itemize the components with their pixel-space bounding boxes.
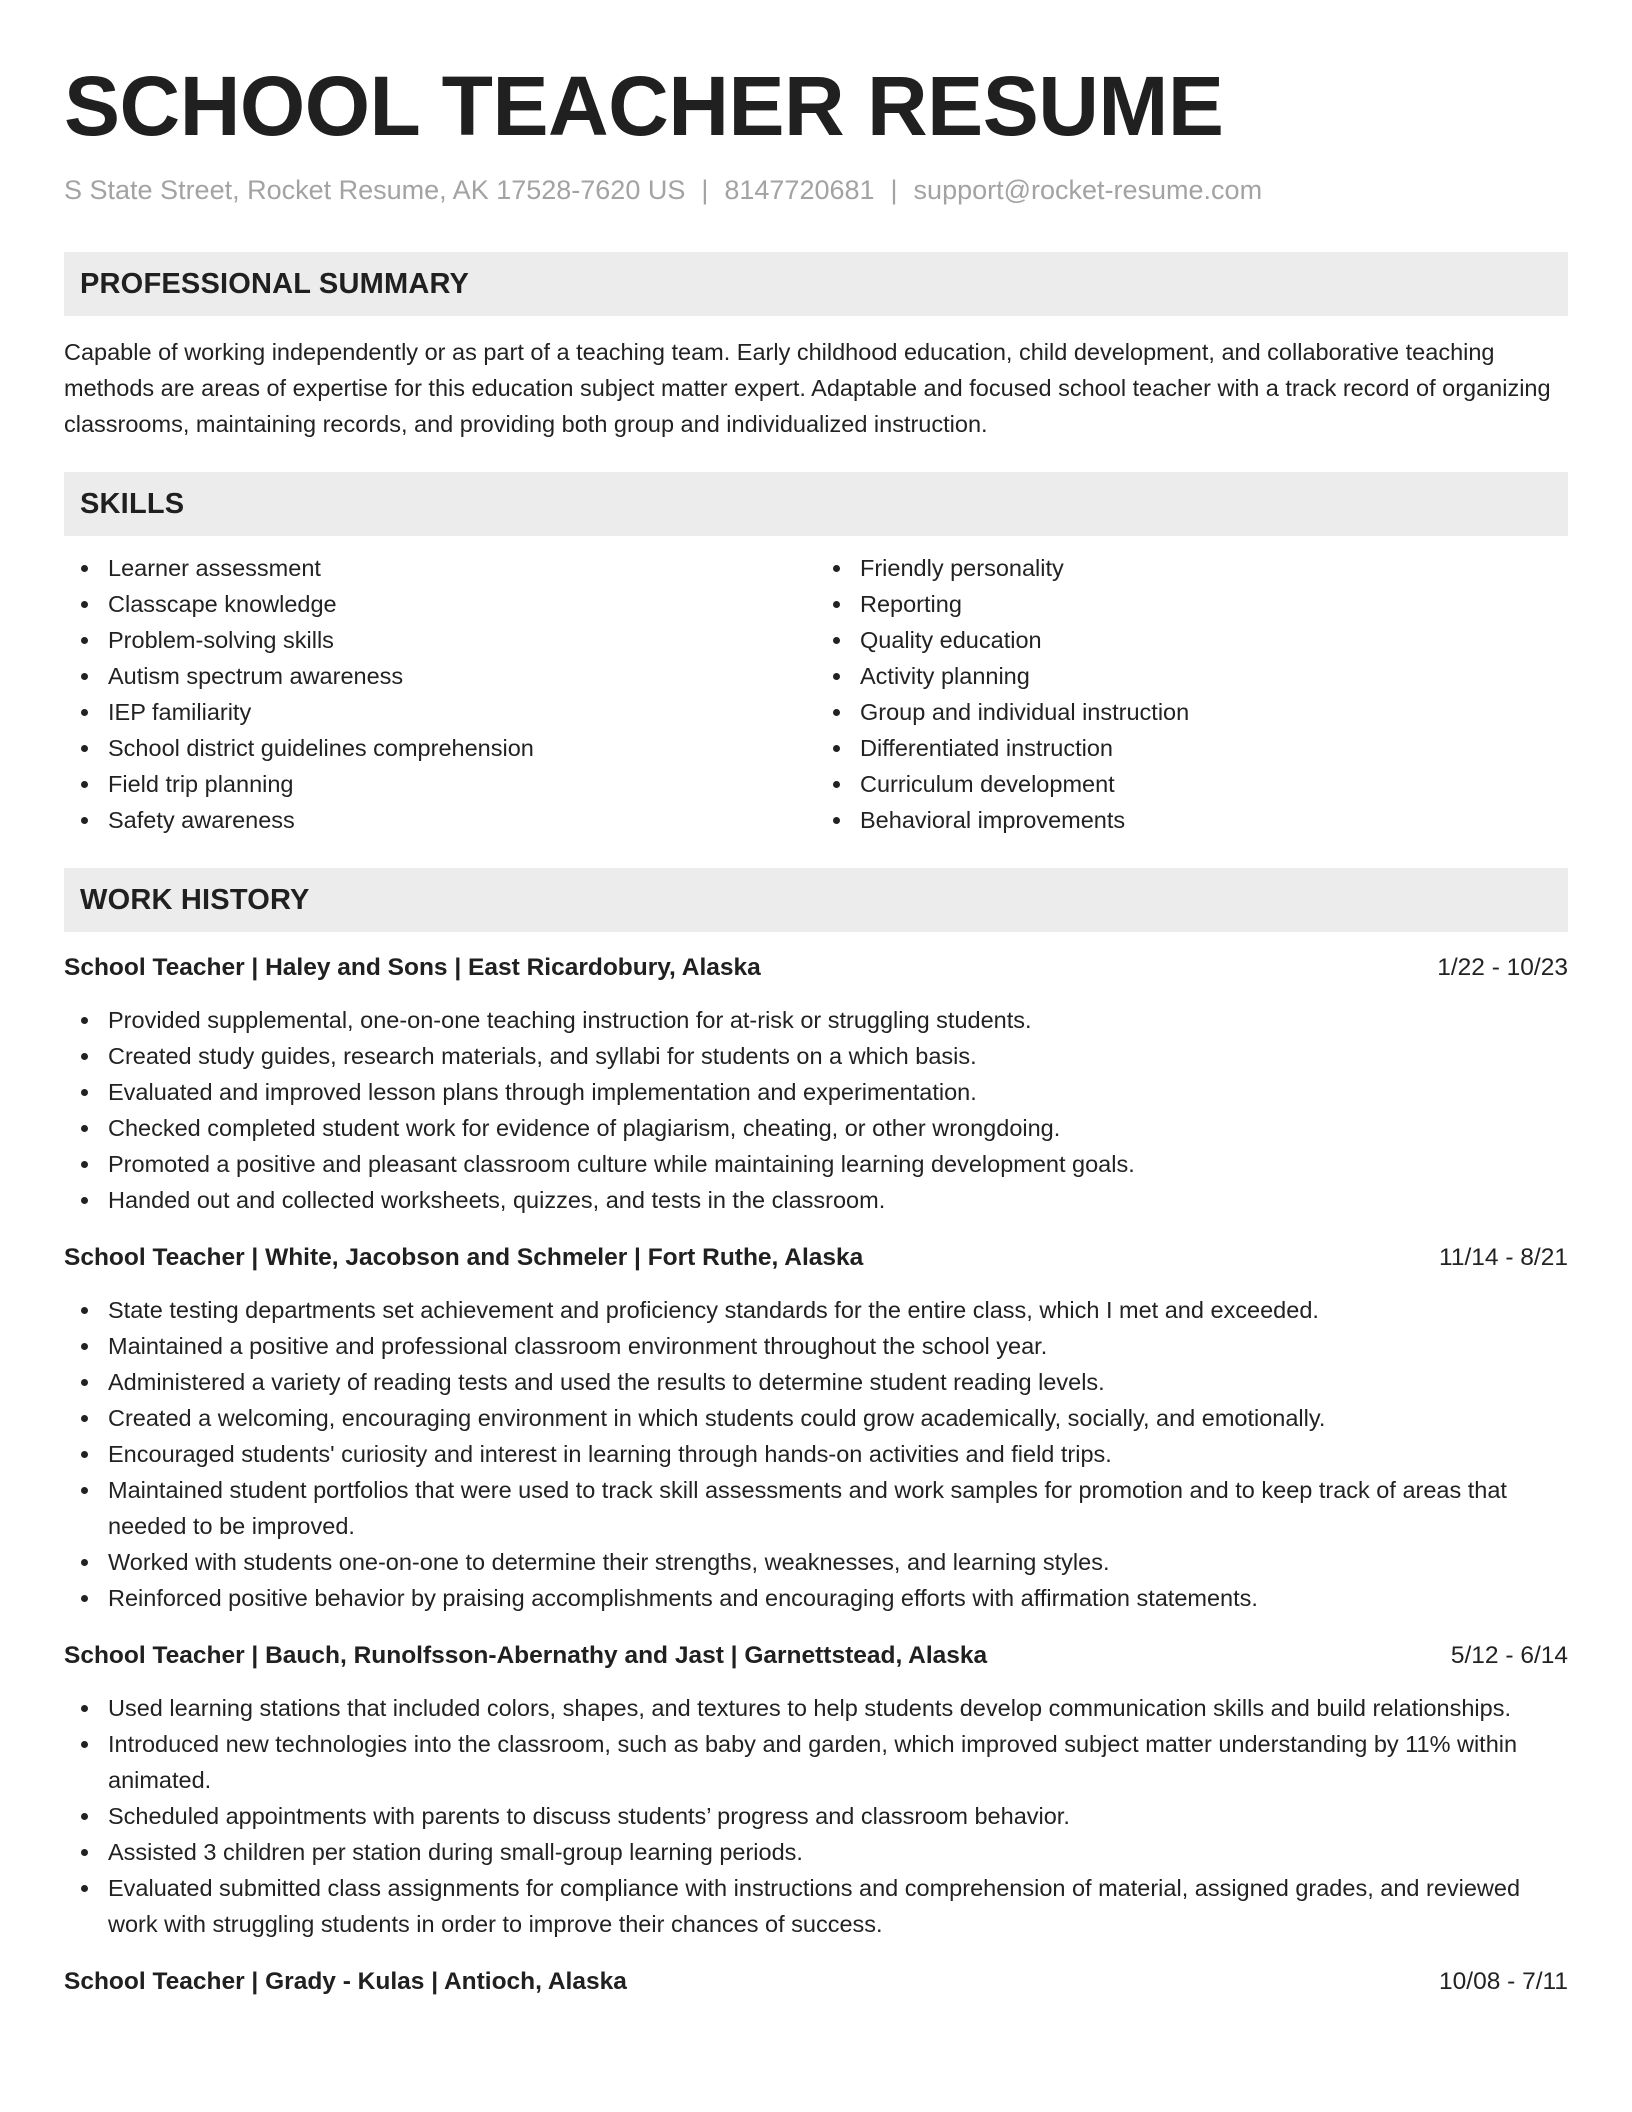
- job-bullet: Created a welcoming, encouraging environment in which students could grow academically, socially, and emotionally.: [64, 1400, 1568, 1436]
- job-bullet: Evaluated and improved lesson plans through implementation and experimentation.: [64, 1074, 1568, 1110]
- section-header-summary: [64, 252, 1568, 316]
- skill-item: Classcape knowledge: [64, 586, 816, 622]
- job-dates: 5/12 - 6/14: [1450, 1642, 1568, 1670]
- resume-title: SCHOOL TEACHER RESUME: [64, 59, 1224, 153]
- section-header-work-history: [64, 868, 1568, 932]
- skills-list: [64, 550, 1568, 838]
- job-bullet: Introduced new technologies into the classroom, such as baby and garden, which improved subject matter understanding by 11% within animated.: [64, 1726, 1568, 1798]
- skill-item: Reporting: [816, 586, 1568, 622]
- skill-item: Learner assessment: [64, 550, 816, 586]
- job-bullets: [64, 1002, 1568, 1218]
- job-bullet: Promoted a positive and pleasant classroom culture while maintaining learning development goals.: [64, 1146, 1568, 1182]
- job-dates: 11/14 - 8/21: [1439, 1244, 1568, 1272]
- job-header: [64, 950, 1568, 986]
- job-bullet: Assisted 3 children per station during small-group learning periods.: [64, 1834, 1568, 1870]
- skill-item: Activity planning: [816, 658, 1568, 694]
- job-title: School Teacher | Grady - Kulas | Antioch, Alaska: [64, 1968, 627, 1996]
- job-bullet: Evaluated submitted class assignments for compliance with instructions and comprehension of material, assigned grades, and reviewed work with struggling students in order to improve their chances of success.: [64, 1870, 1568, 1942]
- contact-separator: |: [890, 175, 898, 205]
- job-bullet: Reinforced positive behavior by praising accomplishments and encouraging efforts with affirmation statements.: [64, 1580, 1568, 1616]
- job-bullet: Encouraged students' curiosity and interest in learning through hands-on activities and field trips.: [64, 1436, 1568, 1472]
- job-bullets: [64, 1690, 1568, 1942]
- job-title: School Teacher | Bauch, Runolfsson-Abernathy and Jast | Garnettstead, Alaska: [64, 1642, 988, 1670]
- section-title: PROFESSIONAL SUMMARY: [80, 267, 470, 300]
- summary-text: Capable of working independently or as part of a teaching team. Early childhood education, child development, and collaborative teaching methods are areas of expertise for this education subject matter expert. Adaptable and focused school teacher with a track record of organizing classrooms, maintaining records, and providing both group and individualized instruction.: [64, 339, 1551, 438]
- job-bullet: Administered a variety of reading tests and used the results to determine student reading levels.: [64, 1364, 1568, 1400]
- job-title: School Teacher | White, Jacobson and Schmeler | Fort Ruthe, Alaska: [64, 1244, 864, 1272]
- job-entry: [64, 1964, 1568, 2000]
- skill-item: Curriculum development: [816, 766, 1568, 802]
- job-bullet: Maintained a positive and professional classroom environment throughout the school year.: [64, 1328, 1568, 1364]
- job-bullet: Provided supplemental, one-on-one teaching instruction for at-risk or struggling students.: [64, 1002, 1568, 1038]
- section-header-skills: [64, 472, 1568, 536]
- phone: 8147720681: [724, 175, 875, 205]
- address: S State Street, Rocket Resume, AK 17528-7620 US: [64, 175, 686, 205]
- section-title: SKILLS: [80, 487, 185, 520]
- skills-column-right: [816, 550, 1568, 838]
- job-bullet: Created study guides, research materials, and syllabi for students on a which basis.: [64, 1038, 1568, 1074]
- skill-item: Behavioral improvements: [816, 802, 1568, 838]
- skill-item: Group and individual instruction: [816, 694, 1568, 730]
- job-header: [64, 1240, 1568, 1276]
- job-dates: 1/22 - 10/23: [1437, 954, 1568, 982]
- job-bullet: Worked with students one-on-one to determine their strengths, weaknesses, and learning styles.: [64, 1544, 1568, 1580]
- job-bullet: Used learning stations that included colors, shapes, and textures to help students develop communication skills and build relationships.: [64, 1690, 1568, 1726]
- job-bullet: State testing departments set achievement and proficiency standards for the entire class, which I met and exceeded.: [64, 1292, 1568, 1328]
- job-header: [64, 1964, 1568, 2000]
- email: support@rocket-resume.com: [913, 175, 1263, 205]
- job-bullet: Handed out and collected worksheets, quizzes, and tests in the classroom.: [64, 1182, 1568, 1218]
- job-bullet: Scheduled appointments with parents to discuss students’ progress and classroom behavior.: [64, 1798, 1568, 1834]
- contact-line: [64, 174, 1568, 206]
- skill-item: Problem-solving skills: [64, 622, 816, 658]
- skill-item: Friendly personality: [816, 550, 1568, 586]
- skill-item: Field trip planning: [64, 766, 816, 802]
- job-dates: 10/08 - 7/11: [1439, 1968, 1568, 1996]
- job-entry: [64, 1638, 1568, 1942]
- skills-column-left: [64, 550, 816, 838]
- job-title: School Teacher | Haley and Sons | East Ricardobury, Alaska: [64, 954, 761, 982]
- work-history-list: [64, 950, 1568, 2000]
- job-bullet: Checked completed student work for evidence of plagiarism, cheating, or other wrongdoing.: [64, 1110, 1568, 1146]
- skill-item: Differentiated instruction: [816, 730, 1568, 766]
- job-bullet: Maintained student portfolios that were used to track skill assessments and work samples for promotion and to keep track of areas that needed to be improved.: [64, 1472, 1568, 1544]
- contact-separator: |: [701, 175, 709, 205]
- job-entry: [64, 950, 1568, 1218]
- job-entry: [64, 1240, 1568, 1616]
- skill-item: School district guidelines comprehension: [64, 730, 816, 766]
- skill-item: Autism spectrum awareness: [64, 658, 816, 694]
- skill-item: Quality education: [816, 622, 1568, 658]
- section-title: WORK HISTORY: [80, 883, 310, 916]
- skill-item: Safety awareness: [64, 802, 816, 838]
- job-header: [64, 1638, 1568, 1674]
- skill-item: IEP familiarity: [64, 694, 816, 730]
- job-bullets: [64, 1292, 1568, 1616]
